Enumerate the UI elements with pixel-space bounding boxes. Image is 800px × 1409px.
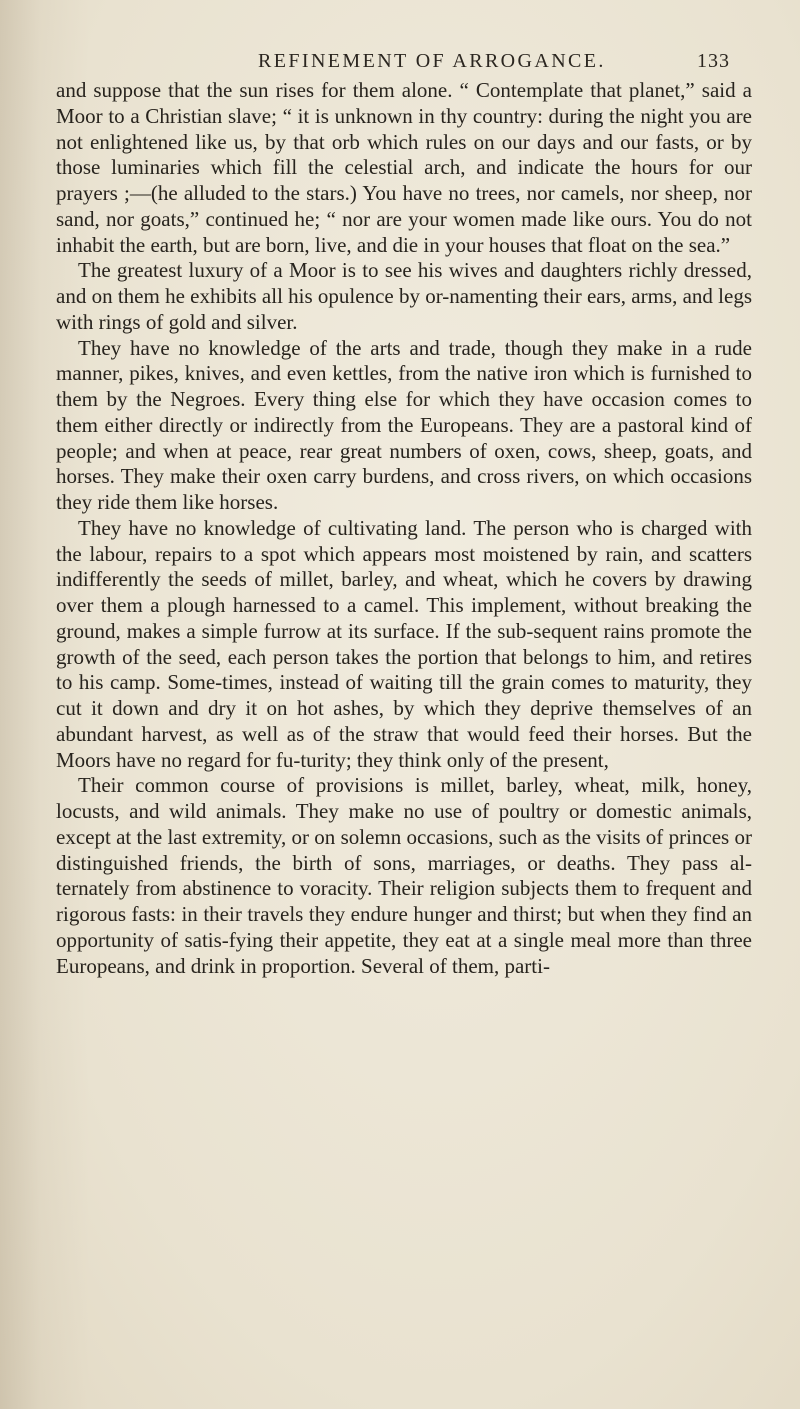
paragraph-2: The greatest luxury of a Moor is to see his wives and daughters richly dressed, and on them he exhibits all his opulence by or-namenting their ears, arms, and legs with rings of gold and silver. xyxy=(56,258,752,334)
paragraph-4: They have no knowledge of cultivating land. The person who is charged with the labour, repairs to a spot which appears most moistened by rain, and scatters indifferently the seeds of millet, barley, and wheat, which he covers by drawing over them a plough harnessed to a camel. This implement, without breaking the ground, makes a simple furrow at its surface. If the sub-sequent rains promote the growth of the seed, each person takes the portion that belongs to him, and retires to his camp. Some-times, instead of waiting till the grain comes to maturity, they cut it down and dry it on hot ashes, by which they deprive themselves of an abundant harvest, as well as of the straw that would feed their horses. But the Moors have no regard for fu-turity; they think only of the present, xyxy=(56,515,752,772)
running-title: REFINEMENT OF ARROGANCE. xyxy=(258,50,606,72)
body-text xyxy=(56,78,752,979)
paragraph-3: They have no knowledge of the arts and trade, though they make in a rude manner, pikes, knives, and even kettles, from the native iron which is furnished to them by the Negroes. Every thing else for which they have occasion comes to them either directly or indirectly from the Europeans. They are a pastoral kind of people; and when at peace, rear great numbers of oxen, cows, sheep, goats, and horses. They make their oxen carry burdens, and cross rivers, on which occasions they ride them like horses. xyxy=(56,335,752,514)
running-head xyxy=(258,50,730,80)
page-number: 133 xyxy=(697,50,730,72)
paragraph-5: Their common course of provisions is millet, barley, wheat, milk, honey, locusts, and wild animals. They make no use of poultry or domestic animals, except at the last extremity, or on solemn occasions, such as the visits of princes or distinguished friends, the birth of sons, marriages, or deaths. They pass al-ternately from abstinence to voracity. Their religion subjects them to frequent and rigorous fasts: in their travels they endure hunger and thirst; but when they find an opportunity of satis-fying their appetite, they eat at a single meal more than three Europeans, and drink in proportion. Several of them, parti- xyxy=(56,773,752,978)
paragraph-1: and suppose that the sun rises for them alone. “ Contemplate that planet,” said a Moor to a Christian slave; “ it is unknown in thy country: during the night you are not enlightened like us, by that orb which rules on our days and our fasts, or by those luminaries which fill the celestial arch, and indicate the hours for our prayers ;—(he alluded to the stars.) You have no trees, nor camels, nor sheep, nor sand, nor goats,” continued he; “ nor are your women made like ours. You do not inhabit the earth, but are born, live, and die in your houses that float on the sea.” xyxy=(56,78,752,257)
